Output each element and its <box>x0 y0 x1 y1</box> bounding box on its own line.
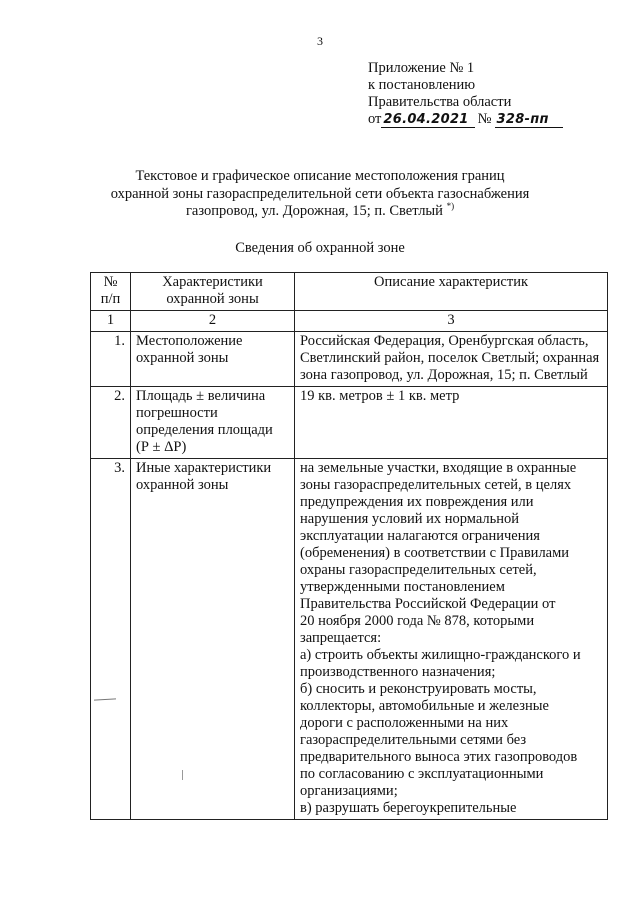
description-line: запрещается: <box>300 630 382 646</box>
appendix-line-3: Правительства области <box>368 94 512 110</box>
title-line-3 <box>0 203 640 221</box>
title-line-1: Текстовое и графическое описание местоположения границ <box>135 168 505 184</box>
row-3-description <box>295 459 608 820</box>
header-characteristic: Характеристики охранной зоны <box>131 273 295 311</box>
appendix-line-2: к постановлению <box>368 77 476 93</box>
row-3-num: 3. <box>91 459 131 820</box>
description-line: а) строить объекты жилищно-гражданского и <box>300 647 581 663</box>
scan-dust-mark <box>182 770 183 780</box>
table-header-row <box>91 273 608 311</box>
header-description: Описание характеристик <box>295 273 608 311</box>
table-row <box>91 332 608 387</box>
row-1-num: 1. <box>91 332 131 387</box>
description-line: производственного назначения; <box>300 664 496 680</box>
title-line-2: охранной зоны газораспределительной сети объекта газоснабжения <box>110 185 530 202</box>
footnote-mark: *) <box>446 201 455 212</box>
appendix-date-line <box>368 111 563 128</box>
number-sign: № <box>477 111 492 127</box>
description-line: коллекторы, автомобильные и железные <box>300 698 549 714</box>
row-2-description: 19 кв. метров ± 1 кв. метр <box>295 387 608 459</box>
appendix-block <box>368 60 563 128</box>
description-line: (обременения) в соответствии с Правилами <box>300 545 570 561</box>
description-line: охраны газораспределительных сетей, <box>300 562 537 578</box>
description-line: Правительства Российской Федерации от <box>300 596 556 612</box>
row-2-characteristic: Площадь ± величина погрешности определения площади (Р ± ΔР) <box>131 387 295 459</box>
handwritten-number: 328-пп <box>495 112 563 128</box>
row-1-description: Российская Федерация, Оренбургская область, Светлинский район, поселок Светлый; охранная зона газопровод, ул. Дорожная, 15; п. Светлый <box>295 332 608 387</box>
description-line: 20 ноября 2000 года № 878, которыми <box>300 613 535 629</box>
section-subtitle: Сведения об охранной зоне <box>235 240 405 256</box>
page-number: 3 <box>317 34 323 48</box>
description-line: эксплуатации налагаются ограничения <box>300 528 540 544</box>
description-line: по согласованию с эксплуатационными <box>300 766 544 782</box>
description-line: предварительного выноса этих газопроводов <box>300 749 578 765</box>
column-number-3: 3 <box>295 311 608 332</box>
row-1-characteristic: Местоположение охранной зоны <box>131 332 295 387</box>
appendix-line-1: Приложение № 1 <box>368 60 475 76</box>
description-line: нарушения условий их нормальной <box>300 511 520 527</box>
description-line: б) сносить и реконструировать мосты, <box>300 681 537 697</box>
description-line: в) разрушать берегоукрепительные <box>300 800 517 816</box>
description-line: на земельные участки, входящие в охранные <box>300 460 577 476</box>
table-row <box>91 387 608 459</box>
description-line: газораспределительными сетями без <box>300 732 527 748</box>
description-line: зоны газораспределительных сетей, в целях <box>300 477 572 493</box>
description-line: дороги с расположенными на них <box>300 715 509 731</box>
header-num: № п/п <box>91 273 131 311</box>
column-number-row <box>91 311 608 332</box>
column-number-2: 2 <box>131 311 295 332</box>
zone-table <box>90 272 608 820</box>
handwritten-date: 26.04.2021 <box>381 112 474 128</box>
title-line-3-text: газопровод, ул. Дорожная, 15; п. Светлый <box>185 203 443 219</box>
document-title <box>0 168 640 221</box>
description-line: предупреждения их повреждения или <box>300 494 534 510</box>
table-row <box>91 459 608 820</box>
row-3-characteristic: Иные характеристики охранной зоны <box>131 459 295 820</box>
date-prefix: от <box>368 111 382 127</box>
row-2-num: 2. <box>91 387 131 459</box>
description-line: утвержденными постановлением <box>300 579 505 595</box>
column-number-1: 1 <box>91 311 131 332</box>
description-line: организациями; <box>300 783 398 799</box>
